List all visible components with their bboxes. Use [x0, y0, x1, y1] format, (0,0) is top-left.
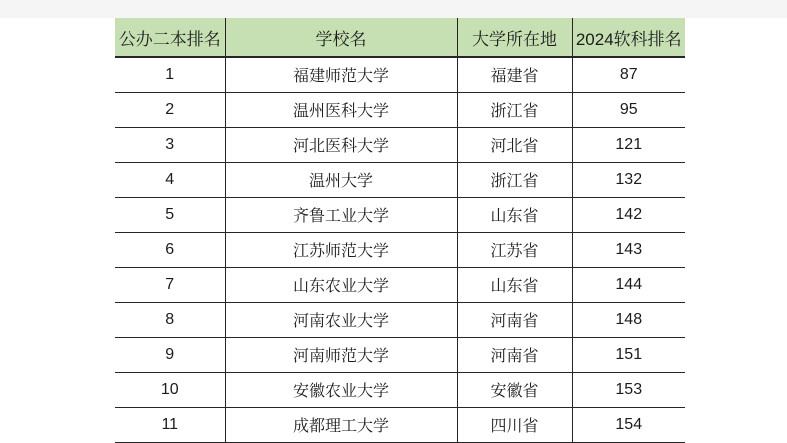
table-row — [115, 372, 685, 407]
header-public-tier2-rank: 公办二本排名 — [115, 18, 225, 57]
table-row — [115, 267, 685, 302]
school-cell: 成都理工大学 — [225, 407, 457, 442]
province-cell: 浙江省 — [457, 162, 572, 197]
table-row — [115, 57, 685, 92]
province-cell: 河南省 — [457, 337, 572, 372]
province-cell: 江苏省 — [457, 232, 572, 267]
school-cell: 温州大学 — [225, 162, 457, 197]
table-row — [115, 162, 685, 197]
rank-cell: 2 — [115, 92, 225, 127]
softscience-rank-cell: 132 — [572, 162, 685, 197]
softscience-rank-cell: 143 — [572, 232, 685, 267]
softscience-rank-cell: 95 — [572, 92, 685, 127]
softscience-rank-cell: 87 — [572, 57, 685, 92]
header-2024-shanghairanking: 2024软科排名 — [572, 18, 685, 57]
school-cell: 温州医科大学 — [225, 92, 457, 127]
table-row — [115, 197, 685, 232]
softscience-rank-cell: 153 — [572, 372, 685, 407]
softscience-rank-cell: 148 — [572, 302, 685, 337]
table-row — [115, 302, 685, 337]
province-cell: 浙江省 — [457, 92, 572, 127]
rank-cell: 1 — [115, 57, 225, 92]
rank-cell: 8 — [115, 302, 225, 337]
university-ranking-table — [115, 18, 685, 443]
rank-cell: 11 — [115, 407, 225, 442]
header-school-name: 学校名 — [225, 18, 457, 57]
header-row — [115, 18, 685, 57]
province-cell: 河北省 — [457, 127, 572, 162]
softscience-rank-cell: 142 — [572, 197, 685, 232]
school-cell: 江苏师范大学 — [225, 232, 457, 267]
rank-cell: 9 — [115, 337, 225, 372]
top-strip — [0, 0, 787, 18]
rank-cell: 10 — [115, 372, 225, 407]
table-header — [115, 18, 685, 57]
table-row — [115, 232, 685, 267]
table-row — [115, 127, 685, 162]
header-university-location: 大学所在地 — [457, 18, 572, 57]
province-cell: 河南省 — [457, 302, 572, 337]
table-row — [115, 337, 685, 372]
table-row — [115, 92, 685, 127]
school-cell: 福建师范大学 — [225, 57, 457, 92]
table-body — [115, 57, 685, 442]
province-cell: 山东省 — [457, 197, 572, 232]
softscience-rank-cell: 121 — [572, 127, 685, 162]
rank-cell: 4 — [115, 162, 225, 197]
school-cell: 齐鲁工业大学 — [225, 197, 457, 232]
rank-cell: 7 — [115, 267, 225, 302]
university-ranking-table-container — [115, 18, 685, 443]
rank-cell: 5 — [115, 197, 225, 232]
softscience-rank-cell: 154 — [572, 407, 685, 442]
province-cell: 四川省 — [457, 407, 572, 442]
softscience-rank-cell: 144 — [572, 267, 685, 302]
province-cell: 福建省 — [457, 57, 572, 92]
table-row — [115, 407, 685, 442]
school-cell: 河北医科大学 — [225, 127, 457, 162]
rank-cell: 6 — [115, 232, 225, 267]
softscience-rank-cell: 151 — [572, 337, 685, 372]
province-cell: 安徽省 — [457, 372, 572, 407]
school-cell: 河南农业大学 — [225, 302, 457, 337]
school-cell: 山东农业大学 — [225, 267, 457, 302]
school-cell: 安徽农业大学 — [225, 372, 457, 407]
province-cell: 山东省 — [457, 267, 572, 302]
school-cell: 河南师范大学 — [225, 337, 457, 372]
rank-cell: 3 — [115, 127, 225, 162]
